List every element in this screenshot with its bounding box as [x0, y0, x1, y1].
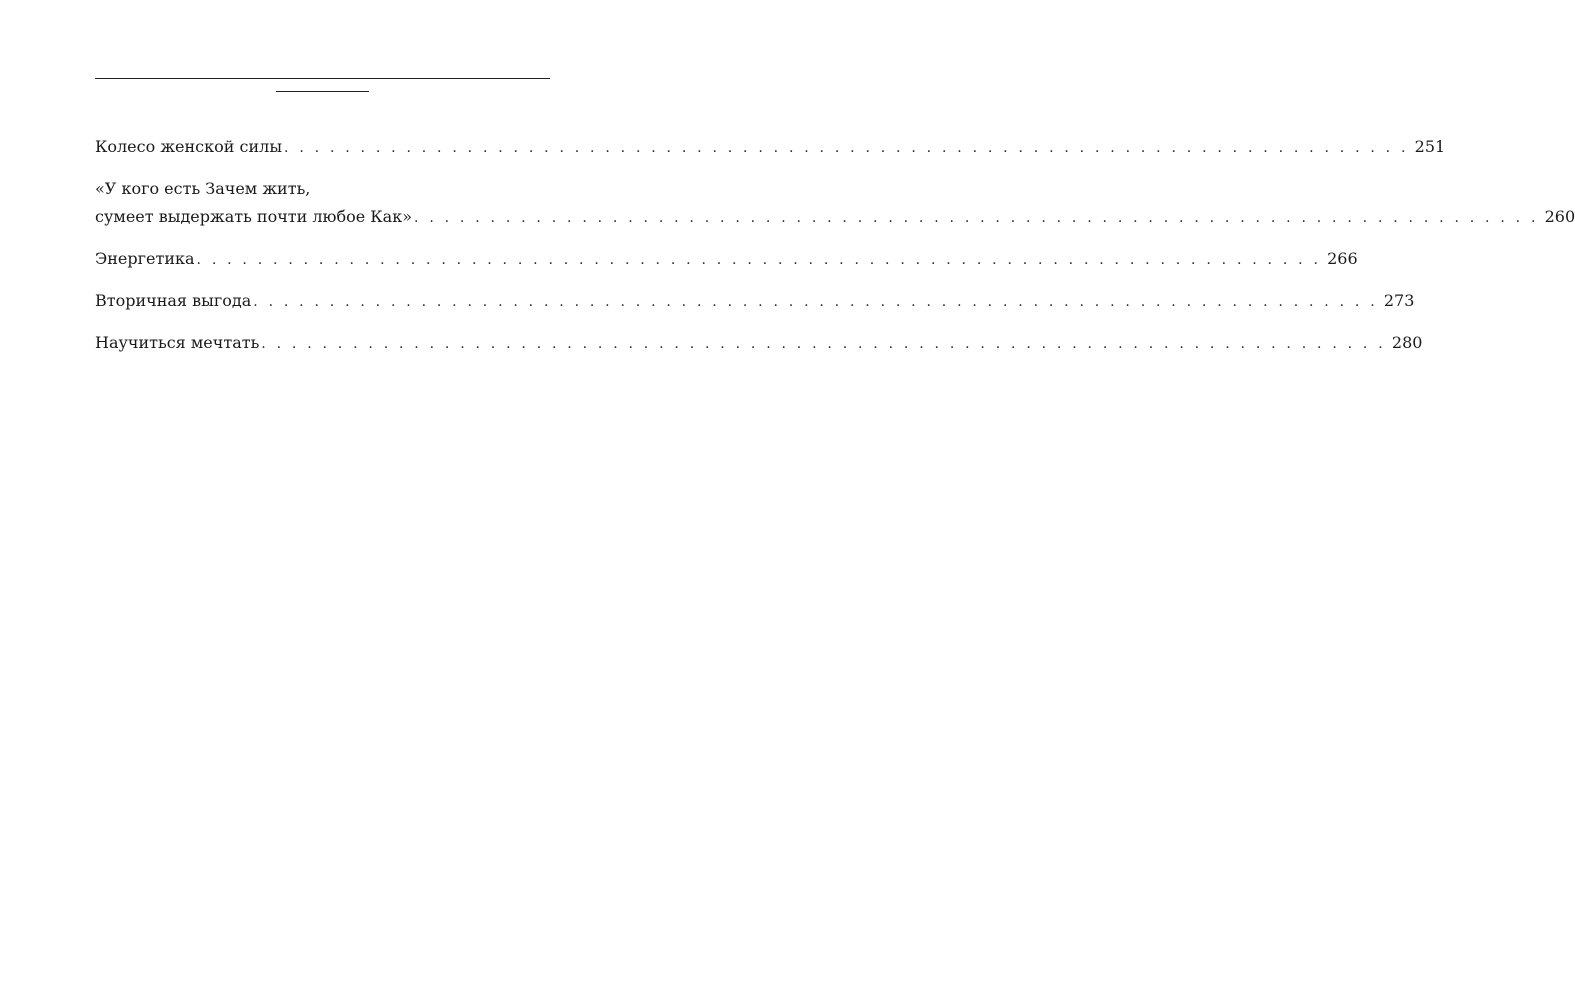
toc-entry-title-line1: «У кого есть Зачем жить,	[95, 179, 311, 198]
toc-entry-title: сумеет выдержать почти любое Как»	[95, 207, 413, 226]
toc-entry-title: Научиться мечтать	[95, 333, 260, 352]
toc-entry-title: Энергетика	[95, 249, 195, 268]
toc-entry-page: 273	[1383, 291, 1415, 310]
toc-entry-page: 251	[1414, 137, 1446, 156]
dot-leader: . . . . . . . . . . . . . . . . . . . . . . . . . . . . . . . . . . . . . . . . . . . . . . . . . . . . . . . . . . . . . . . . . . . . . . . . . .	[253, 294, 1378, 310]
dot-leader: . . . . . . . . . . . . . . . . . . . . . . . . . . . . . . . . . . . . . . . . . . . . . . . . . . . . . . . . . . . . . . . . . . . . . . . . . .	[284, 140, 1409, 156]
toc-entry-page: 280	[1391, 333, 1423, 352]
toc-entry-title: Колесо женской силы	[95, 137, 283, 156]
dot-leader: . . . . . . . . . . . . . . . . . . . . . . . . . . . . . . . . . . . . . . . . . . . . . . . . . . . . . . . . . . . . . . . . . . . . . . . . . .	[261, 336, 1386, 352]
toc-entry[interactable]	[95, 329, 1423, 358]
header-rule-long	[95, 78, 550, 79]
dot-leader: . . . . . . . . . . . . . . . . . . . . . . . . . . . . . . . . . . . . . . . . . . . . . . . . . . . . . . . . . . . . . . . . . . . . . . . . . .	[414, 210, 1539, 226]
header-rule-short	[276, 91, 369, 92]
toc-entry[interactable]	[95, 175, 1575, 232]
toc-entry[interactable]	[95, 287, 1415, 316]
toc-entry-title: Вторичная выгода	[95, 291, 252, 310]
dot-leader: . . . . . . . . . . . . . . . . . . . . . . . . . . . . . . . . . . . . . . . . . . . . . . . . . . . . . . . . . . . . . . . . . . . . . . . . . .	[196, 252, 1322, 268]
toc-entry[interactable]	[95, 133, 1446, 162]
table-of-contents	[95, 133, 1575, 358]
toc-entry-page: 266	[1327, 249, 1358, 268]
toc-entry-page: 260	[1544, 207, 1575, 226]
toc-entry[interactable]	[95, 245, 1358, 274]
